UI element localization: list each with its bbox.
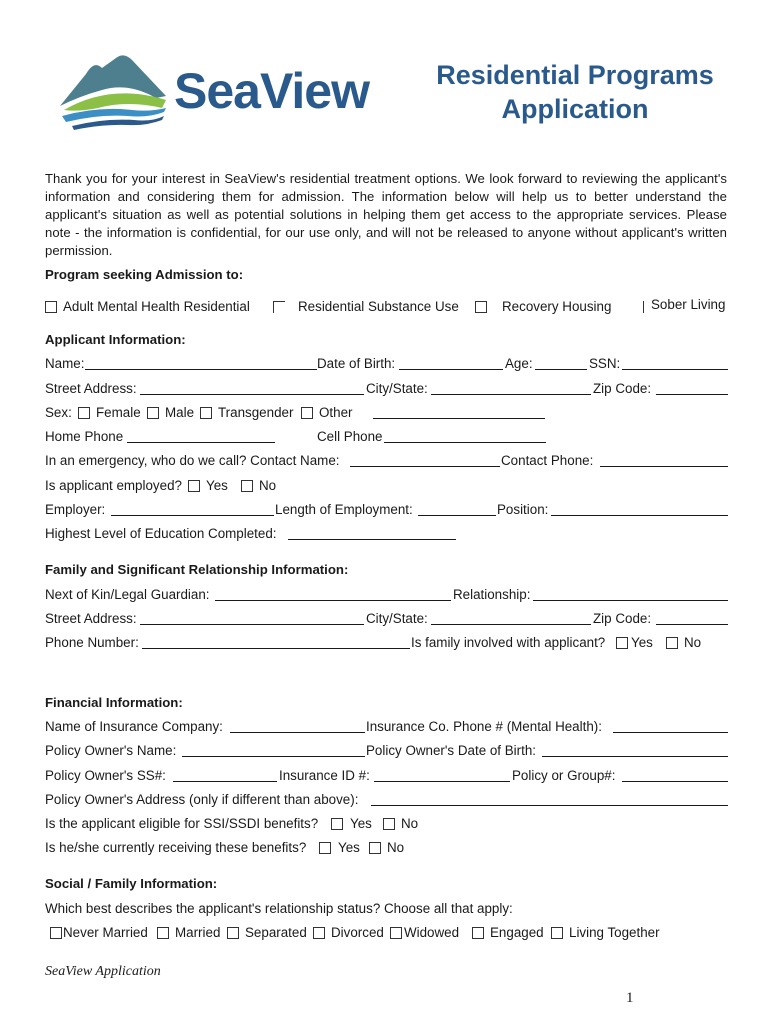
label-length-of-employment: Length of Employment: bbox=[275, 502, 413, 517]
relationship-field[interactable] bbox=[533, 586, 728, 601]
social-question: Which best describes the applicant's relationship status? Choose all that apply: bbox=[45, 901, 513, 916]
program-options bbox=[45, 298, 730, 316]
applicant-row-emergency bbox=[45, 452, 730, 470]
label-employer: Employer: bbox=[45, 502, 106, 517]
label-home-phone: Home Phone bbox=[45, 429, 124, 444]
label-ssi-yes: Yes bbox=[350, 816, 372, 831]
family-zip-field[interactable] bbox=[656, 610, 728, 625]
label-family-involved-yes: Yes bbox=[631, 635, 653, 650]
label-male: Male bbox=[165, 405, 195, 420]
next-of-kin-field[interactable] bbox=[215, 586, 451, 601]
title-line-2: Application bbox=[501, 94, 649, 124]
label-sex: Sex: bbox=[45, 405, 72, 420]
checkbox-adult-mental-health[interactable] bbox=[45, 301, 57, 313]
insurance-id-field[interactable] bbox=[374, 767, 510, 782]
checkbox-never-married[interactable] bbox=[50, 927, 62, 939]
street-field[interactable] bbox=[140, 380, 364, 395]
checkbox-employed-yes[interactable] bbox=[188, 480, 200, 492]
social-options bbox=[45, 924, 730, 942]
applicant-row-address bbox=[45, 380, 730, 398]
label-family-city-state: City/State: bbox=[366, 611, 428, 626]
applicant-row-sex bbox=[45, 404, 730, 422]
label-ssn: SSN: bbox=[589, 356, 621, 371]
family-row-phone bbox=[45, 634, 730, 652]
label-family-street: Street Address: bbox=[45, 611, 137, 626]
checkbox-receiving-no[interactable] bbox=[369, 842, 381, 854]
applicant-heading: Applicant Information: bbox=[45, 332, 186, 347]
footer-label: SeaView Application bbox=[45, 964, 161, 979]
label-cell-phone: Cell Phone bbox=[317, 429, 383, 444]
title-line-1: Residential Programs bbox=[436, 60, 714, 90]
applicant-row-name bbox=[45, 355, 730, 373]
financial-row-ssi bbox=[45, 815, 730, 833]
owner-ss-field[interactable] bbox=[173, 767, 277, 782]
label-receiving-no: No bbox=[387, 840, 405, 855]
label-employed: Is applicant employed? bbox=[45, 478, 182, 493]
label-group: Policy or Group#: bbox=[512, 768, 616, 783]
label-age: Age: bbox=[505, 356, 533, 371]
label-insurance-id: Insurance ID #: bbox=[279, 768, 370, 783]
insurance-company-field[interactable] bbox=[230, 718, 365, 733]
checkbox-living-together[interactable] bbox=[551, 927, 563, 939]
label-engaged: Engaged bbox=[490, 925, 544, 940]
other-field[interactable] bbox=[373, 404, 545, 419]
owner-dob-field[interactable] bbox=[542, 742, 728, 757]
label-insurance-company: Name of Insurance Company: bbox=[45, 719, 223, 734]
label-owner-address: Policy Owner's Address (only if different than above): bbox=[45, 792, 359, 807]
program-heading: Program seeking Admission to: bbox=[45, 267, 244, 282]
checkbox-employed-no[interactable] bbox=[241, 480, 253, 492]
label-receiving-yes: Yes bbox=[338, 840, 360, 855]
label-position: Position: bbox=[497, 502, 549, 517]
checkbox-ssi-no[interactable] bbox=[383, 818, 395, 830]
label-family-involved: Is family involved with applicant? bbox=[411, 635, 606, 650]
label-city-state: City/State: bbox=[366, 381, 428, 396]
owner-address-field[interactable] bbox=[371, 791, 728, 806]
label-residential-substance-use: Residential Substance Use bbox=[298, 299, 459, 314]
seaview-logo bbox=[58, 48, 403, 130]
checkbox-residential-substance-use[interactable] bbox=[273, 301, 285, 313]
label-widowed: Widowed bbox=[404, 925, 460, 940]
family-street-field[interactable] bbox=[140, 610, 364, 625]
checkbox-widowed[interactable] bbox=[390, 927, 402, 939]
family-heading: Family and Significant Relationship Information: bbox=[45, 562, 349, 577]
applicant-row-phones bbox=[45, 428, 730, 446]
page-number: 1 bbox=[626, 990, 634, 1006]
financial-row-ids bbox=[45, 767, 730, 785]
financial-row-insurance bbox=[45, 718, 730, 736]
checkbox-other[interactable] bbox=[301, 407, 313, 419]
label-never-married: Never Married bbox=[63, 925, 148, 940]
checkbox-engaged[interactable] bbox=[472, 927, 484, 939]
checkbox-receiving-yes[interactable] bbox=[319, 842, 331, 854]
label-divorced: Divorced bbox=[331, 925, 384, 940]
label-owner-dob: Policy Owner's Date of Birth: bbox=[366, 743, 536, 758]
checkbox-transgender[interactable] bbox=[200, 407, 212, 419]
label-family-phone: Phone Number: bbox=[45, 635, 139, 650]
zip-field[interactable] bbox=[656, 380, 728, 395]
checkbox-ssi-yes[interactable] bbox=[331, 818, 343, 830]
owner-name-field[interactable] bbox=[182, 742, 365, 757]
city-state-field[interactable] bbox=[431, 380, 591, 395]
label-employed-yes: Yes bbox=[206, 478, 228, 493]
label-receiving-benefits: Is he/she currently receiving these benefits? bbox=[45, 840, 307, 855]
label-recovery-housing: Recovery Housing bbox=[502, 299, 612, 314]
cell-phone-field[interactable] bbox=[384, 428, 546, 443]
financial-heading: Financial Information: bbox=[45, 695, 183, 710]
label-owner-name: Policy Owner's Name: bbox=[45, 743, 177, 758]
home-phone-field[interactable] bbox=[127, 428, 275, 443]
applicant-row-education bbox=[45, 525, 730, 543]
name-field[interactable] bbox=[85, 355, 317, 370]
education-field[interactable] bbox=[288, 525, 456, 540]
dob-field[interactable] bbox=[399, 355, 503, 370]
checkbox-married[interactable] bbox=[157, 927, 169, 939]
family-city-state-field[interactable] bbox=[431, 610, 591, 625]
label-contact-phone: Contact Phone: bbox=[501, 453, 594, 468]
checkbox-divorced[interactable] bbox=[313, 927, 325, 939]
label-ssi-eligible: Is the applicant eligible for SSI/SSDI benefits? bbox=[45, 816, 319, 831]
label-insurance-phone: Insurance Co. Phone # (Mental Health): bbox=[366, 719, 602, 734]
label-relationship: Relationship: bbox=[453, 587, 531, 602]
label-married: Married bbox=[175, 925, 221, 940]
label-ssi-no: No bbox=[401, 816, 419, 831]
label-dob: Date of Birth: bbox=[317, 356, 396, 371]
label-other: Other bbox=[319, 405, 353, 420]
label-living-together: Living Together bbox=[569, 925, 660, 940]
checkbox-family-involved-yes[interactable] bbox=[616, 637, 628, 649]
label-name: Name: bbox=[45, 356, 85, 371]
label-next-of-kin: Next of Kin/Legal Guardian: bbox=[45, 587, 210, 602]
financial-row-owner bbox=[45, 742, 730, 760]
family-row-address bbox=[45, 610, 730, 628]
label-family-zip: Zip Code: bbox=[593, 611, 652, 626]
label-adult-mental-health: Adult Mental Health Residential bbox=[63, 299, 250, 314]
group-field[interactable] bbox=[622, 767, 728, 782]
social-heading: Social / Family Information: bbox=[45, 876, 218, 891]
financial-row-address bbox=[45, 791, 730, 809]
applicant-row-employed bbox=[45, 477, 730, 495]
label-family-involved-no: No bbox=[684, 635, 702, 650]
checkbox-sober-living[interactable] bbox=[643, 301, 644, 313]
label-female: Female bbox=[96, 405, 141, 420]
label-separated: Separated bbox=[245, 925, 307, 940]
contact-phone-field[interactable] bbox=[600, 452, 728, 467]
checkbox-male[interactable] bbox=[147, 407, 159, 419]
ssn-field[interactable] bbox=[622, 355, 728, 370]
label-sober-living: Sober Living bbox=[651, 297, 726, 312]
intro-paragraph: Thank you for your interest in SeaView's residential treatment options. We look forward to reviewing the applicant's information and considering them for admission. The information below will help us to better understand the applicant's situation as well as potential solutions in helping them get access to the appropriate services. Please note - the information is confidential, for our use only, and will not be released to anyone without applicant's written permission. bbox=[45, 171, 727, 258]
label-owner-ss: Policy Owner's SS#: bbox=[45, 768, 166, 783]
family-row-kin bbox=[45, 586, 730, 604]
label-zip: Zip Code: bbox=[593, 381, 652, 396]
position-field[interactable] bbox=[551, 501, 728, 516]
label-education: Highest Level of Education Completed: bbox=[45, 526, 277, 541]
emergency-contact-field[interactable] bbox=[350, 452, 500, 467]
checkbox-recovery-housing[interactable] bbox=[475, 301, 487, 313]
length-of-employment-field[interactable] bbox=[418, 501, 496, 516]
label-emergency-contact: In an emergency, who do we call? Contact Name: bbox=[45, 453, 340, 468]
age-field[interactable] bbox=[535, 355, 587, 370]
checkbox-separated[interactable] bbox=[227, 927, 239, 939]
logo-wordmark: SeaView bbox=[174, 63, 370, 119]
form-title bbox=[420, 58, 730, 126]
insurance-phone-field[interactable] bbox=[613, 718, 728, 733]
financial-row-receiving bbox=[45, 839, 730, 857]
label-transgender: Transgender bbox=[218, 405, 294, 420]
family-phone-field[interactable] bbox=[142, 634, 410, 649]
applicant-row-employer bbox=[45, 501, 730, 519]
employer-field[interactable] bbox=[111, 501, 274, 516]
label-employed-no: No bbox=[259, 478, 277, 493]
checkbox-family-involved-no[interactable] bbox=[666, 637, 678, 649]
label-street: Street Address: bbox=[45, 381, 137, 396]
checkbox-female[interactable] bbox=[78, 407, 90, 419]
